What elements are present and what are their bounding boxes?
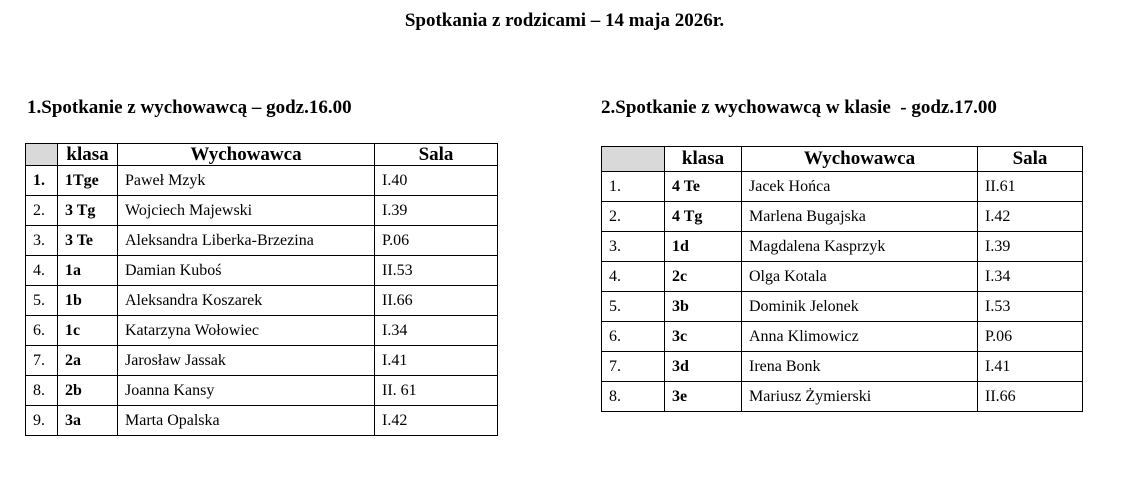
teacher-cell: Irena Bonk [742,352,978,382]
room-cell: I.41 [978,352,1083,382]
room-cell: I.40 [375,166,498,196]
header-teacher: Wychowawca [118,144,375,166]
teacher-cell: Dominik Jelonek [742,292,978,322]
row-number-cell: 4. [602,262,665,292]
table-header-row [26,144,498,166]
class-cell: 4 Tg [665,202,742,232]
header-teacher: Wychowawca [742,147,978,172]
teacher-cell: Joanna Kansy [118,376,375,406]
class-cell: 1b [58,286,118,316]
class-cell: 3 Te [58,226,118,256]
table-row [26,316,498,346]
row-number-cell: 7. [26,346,58,376]
teacher-cell: Jarosław Jassak [118,346,375,376]
room-cell: I.42 [978,202,1083,232]
table-row [26,406,498,436]
class-cell: 4 Te [665,172,742,202]
section-1-heading: 1.Spotkanie z wychowawcą – godz.16.00 [27,97,352,118]
row-number-cell: 5. [602,292,665,322]
table-row [26,166,498,196]
room-cell: II.66 [978,382,1083,412]
table-row [602,382,1083,412]
teacher-cell: Jacek Hońca [742,172,978,202]
table-header-row [602,147,1083,172]
room-cell: I.39 [978,232,1083,262]
table-row [26,346,498,376]
room-cell: I.34 [978,262,1083,292]
class-cell: 3e [665,382,742,412]
row-number-cell: 2. [602,202,665,232]
room-cell: I.34 [375,316,498,346]
room-cell: I.39 [375,196,498,226]
teacher-cell: Damian Kuboś [118,256,375,286]
row-number-cell: 8. [602,382,665,412]
class-cell: 1a [58,256,118,286]
room-cell: I.42 [375,406,498,436]
class-cell: 2c [665,262,742,292]
class-cell: 3b [665,292,742,322]
class-cell: 3a [58,406,118,436]
room-cell: II. 61 [375,376,498,406]
table-row [26,376,498,406]
teacher-cell: Paweł Mzyk [118,166,375,196]
table-row [26,286,498,316]
teacher-cell: Mariusz Żymierski [742,382,978,412]
header-klasa: klasa [58,144,118,166]
teacher-cell: Aleksandra Liberka-Brzezina [118,226,375,256]
room-cell: II.66 [375,286,498,316]
room-cell: II.61 [978,172,1083,202]
room-cell: I.53 [978,292,1083,322]
row-number-cell: 2. [26,196,58,226]
class-cell: 1c [58,316,118,346]
row-number-cell: 5. [26,286,58,316]
row-number-cell: 6. [26,316,58,346]
teacher-cell: Katarzyna Wołowiec [118,316,375,346]
row-number-cell: 7. [602,352,665,382]
teacher-cell: Olga Kotala [742,262,978,292]
schedule-table-16 [25,143,498,436]
row-number-cell: 1. [602,172,665,202]
header-nr [26,144,58,166]
teacher-cell: Anna Klimowicz [742,322,978,352]
table-row [602,172,1083,202]
teacher-cell: Marta Opalska [118,406,375,436]
table-row [26,196,498,226]
header-room: Sala [978,147,1083,172]
room-cell: P.06 [375,226,498,256]
teacher-cell: Aleksandra Koszarek [118,286,375,316]
teacher-cell: Wojciech Majewski [118,196,375,226]
row-number-cell: 8. [26,376,58,406]
class-cell: 1Tge [58,166,118,196]
class-cell: 3 Tg [58,196,118,226]
teacher-cell: Marlena Bugajska [742,202,978,232]
class-cell: 1d [665,232,742,262]
room-cell: P.06 [978,322,1083,352]
class-cell: 3d [665,352,742,382]
class-cell: 2a [58,346,118,376]
document-title: Spotkania z rodzicami – 14 maja 2026r. [404,10,725,31]
class-cell: 2b [58,376,118,406]
room-cell: II.53 [375,256,498,286]
room-cell: I.41 [375,346,498,376]
row-number-cell: 1. [26,166,58,196]
header-room: Sala [375,144,498,166]
header-klasa: klasa [665,147,742,172]
row-number-cell: 3. [26,226,58,256]
section-2-heading: 2.Spotkanie z wychowawcą w klasie - godz.17.00 [601,97,997,118]
table-row [602,352,1083,382]
table-row [602,232,1083,262]
table-row [26,226,498,256]
table-row [602,202,1083,232]
row-number-cell: 9. [26,406,58,436]
row-number-cell: 4. [26,256,58,286]
table-row [26,256,498,286]
row-number-cell: 3. [602,232,665,262]
header-nr [602,147,665,172]
table-row [602,262,1083,292]
teacher-cell: Magdalena Kasprzyk [742,232,978,262]
row-number-cell: 6. [602,322,665,352]
schedule-table-17 [601,146,1083,412]
table-row [602,322,1083,352]
table-row [602,292,1083,322]
class-cell: 3c [665,322,742,352]
